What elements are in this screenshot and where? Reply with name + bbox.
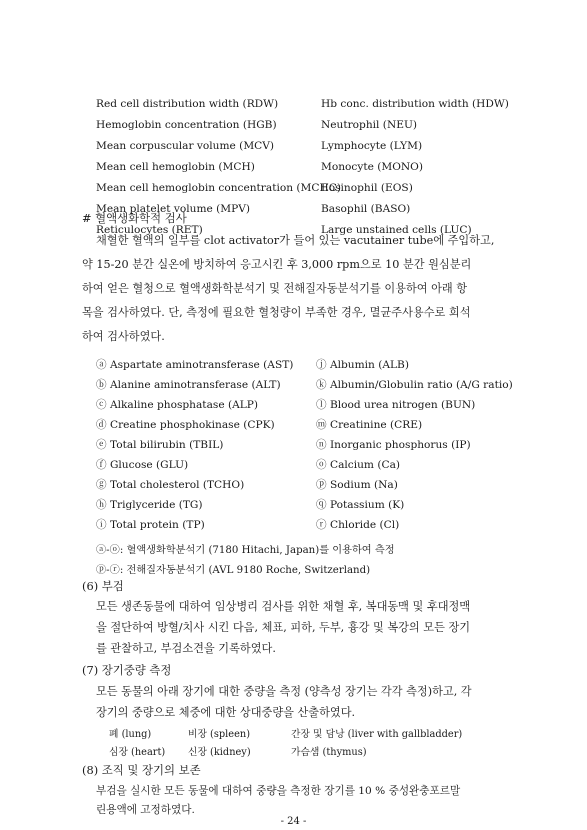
biochem-item: ⓞ Calcium (Ca) bbox=[316, 459, 401, 471]
organ-item: 신장 (kidney) bbox=[188, 747, 251, 758]
biochem-item: ⓓ Creatine phosphokinase (CPK) bbox=[96, 419, 275, 431]
section-heading-biochemistry: # 혈액생화학적 검사 bbox=[82, 211, 187, 225]
biochem-item: ⓕ Glucose (GLU) bbox=[96, 459, 189, 471]
biochem-item: ⓒ Alkaline phosphatase (ALP) bbox=[96, 399, 259, 411]
hematology-item: Hemoglobin concentration (HGB) bbox=[96, 119, 277, 131]
page-number: - 24 - bbox=[280, 816, 307, 827]
hematology-item: Lymphocyte (LYM) bbox=[321, 140, 423, 152]
hematology-item: Mean cell hemoglobin concentration (MCHC) bbox=[96, 182, 341, 194]
hematology-item: Monocyte (MONO) bbox=[321, 161, 423, 173]
hematology-item: Large unstained cells (LUC) bbox=[321, 224, 472, 236]
paragraph-line: 목을 검사하였다. 단, 측정에 필요한 혈청량이 부족한 경우, 멸균주사용수로 희석 bbox=[82, 306, 471, 319]
biochem-item: ⓐ Aspartate aminotransferase (AST) bbox=[96, 359, 294, 371]
hematology-item: Red cell distribution width (RDW) bbox=[96, 98, 279, 110]
organ-item: 간장 및 담낭 (liver with gallbladder) bbox=[291, 729, 463, 740]
paragraph-line: 를 관찰하고, 부검소견을 기록하였다. bbox=[96, 642, 276, 655]
section-heading-preservation: (8) 조직 및 장기의 보존 bbox=[82, 763, 201, 777]
biochem-item: ⓟ Sodium (Na) bbox=[316, 479, 398, 491]
paragraph-line: 을 절단하여 방혈/치사 시킨 다음, 체표, 피하, 두부, 흉강 및 복강의 모든 장기 bbox=[96, 621, 471, 634]
hematology-item: Mean corpuscular volume (MCV) bbox=[96, 140, 275, 152]
paragraph-line: 부검을 실시한 모든 동물에 대하여 중량을 측정한 장기를 10 % 중성완충포르말 bbox=[96, 785, 461, 797]
paragraph-line: 채혈한 혈액의 일부를 clot activator가 들어 있는 vacutainer tube에 주입하고, bbox=[96, 234, 495, 247]
section-heading-necropsy: (6) 부검 bbox=[82, 579, 124, 593]
biochem-item: ⓜ Creatinine (CRE) bbox=[316, 419, 423, 431]
paragraph-line: 하여 검사하였다. bbox=[82, 330, 165, 343]
biochem-item: ⓔ Total bilirubin (TBIL) bbox=[96, 439, 224, 451]
paragraph-line: 장기의 중량으로 체중에 대한 상대중량을 산출하였다. bbox=[96, 706, 356, 719]
hematology-item: Reticulocytes (RET) bbox=[96, 224, 203, 236]
organ-item: 가슴샘 (thymus) bbox=[291, 747, 367, 758]
hematology-item: Eosinophil (EOS) bbox=[321, 182, 413, 194]
biochem-item: ⓑ Alanine aminotransferase (ALT) bbox=[96, 379, 281, 391]
biochem-item: ⓚ Albumin/Globulin ratio (A/G ratio) bbox=[316, 379, 513, 391]
paragraph-line: 약 15-20 분간 실온에 방치하여 응고시킨 후 3,000 rpm으로 10 분간 원심분리 bbox=[82, 258, 472, 271]
biochem-item: ⓘ Total protein (TP) bbox=[96, 519, 205, 531]
hematology-item: Mean cell hemoglobin (MCH) bbox=[96, 161, 255, 173]
biochem-item: ⓠ Potassium (K) bbox=[316, 499, 405, 511]
biochem-item: ⓝ Inorganic phosphorus (IP) bbox=[316, 439, 471, 451]
organ-item: 비장 (spleen) bbox=[188, 729, 251, 740]
hematology-item: Basophil (BASO) bbox=[321, 203, 411, 215]
section-heading-organ-weight: (7) 장기중량 측정 bbox=[82, 663, 172, 677]
organ-item: 심장 (heart) bbox=[109, 747, 166, 758]
paragraph-line: 모든 생존동물에 대하여 임상병리 검사를 위한 채혈 후, 복대동맥 및 후대정맥 bbox=[96, 600, 471, 613]
biochem-item: ⓛ Blood urea nitrogen (BUN) bbox=[316, 399, 476, 411]
preservation-line-2: 린용액에 고정하였다. bbox=[96, 804, 195, 816]
hematology-item: Neutrophil (NEU) bbox=[321, 119, 418, 131]
paragraph-line: 하여 얻은 혈청으로 혈액생화학분석기 및 전해질자동분석기를 이용하여 아래 항 bbox=[82, 282, 468, 295]
hematology-item: Hb conc. distribution width (HDW) bbox=[321, 98, 509, 110]
hematology-item: Mean platelet volume (MPV) bbox=[96, 203, 251, 215]
biochem-item: ⓗ Triglyceride (TG) bbox=[96, 499, 203, 511]
biochem-item: ⓙ Albumin (ALB) bbox=[316, 359, 409, 371]
organ-item: 폐 (lung) bbox=[109, 729, 152, 740]
biochem-item: ⓖ Total cholesterol (TCHO) bbox=[96, 479, 245, 491]
analyzer-note: ⓐ-ⓞ: 혈액생화학분석기 (7180 Hitachi, Japan)를 이용하여 측정 bbox=[96, 545, 395, 556]
analyzer-note: ⓟ-ⓡ: 전해질자동분석기 (AVL 9180 Roche, Switzerland) bbox=[96, 565, 371, 576]
paragraph-line: 모든 동물의 아래 장기에 대한 중량을 측정 (양측성 장기는 각각 측정)하고, 각 bbox=[96, 685, 472, 698]
biochem-item: ⓡ Chloride (Cl) bbox=[316, 519, 400, 531]
